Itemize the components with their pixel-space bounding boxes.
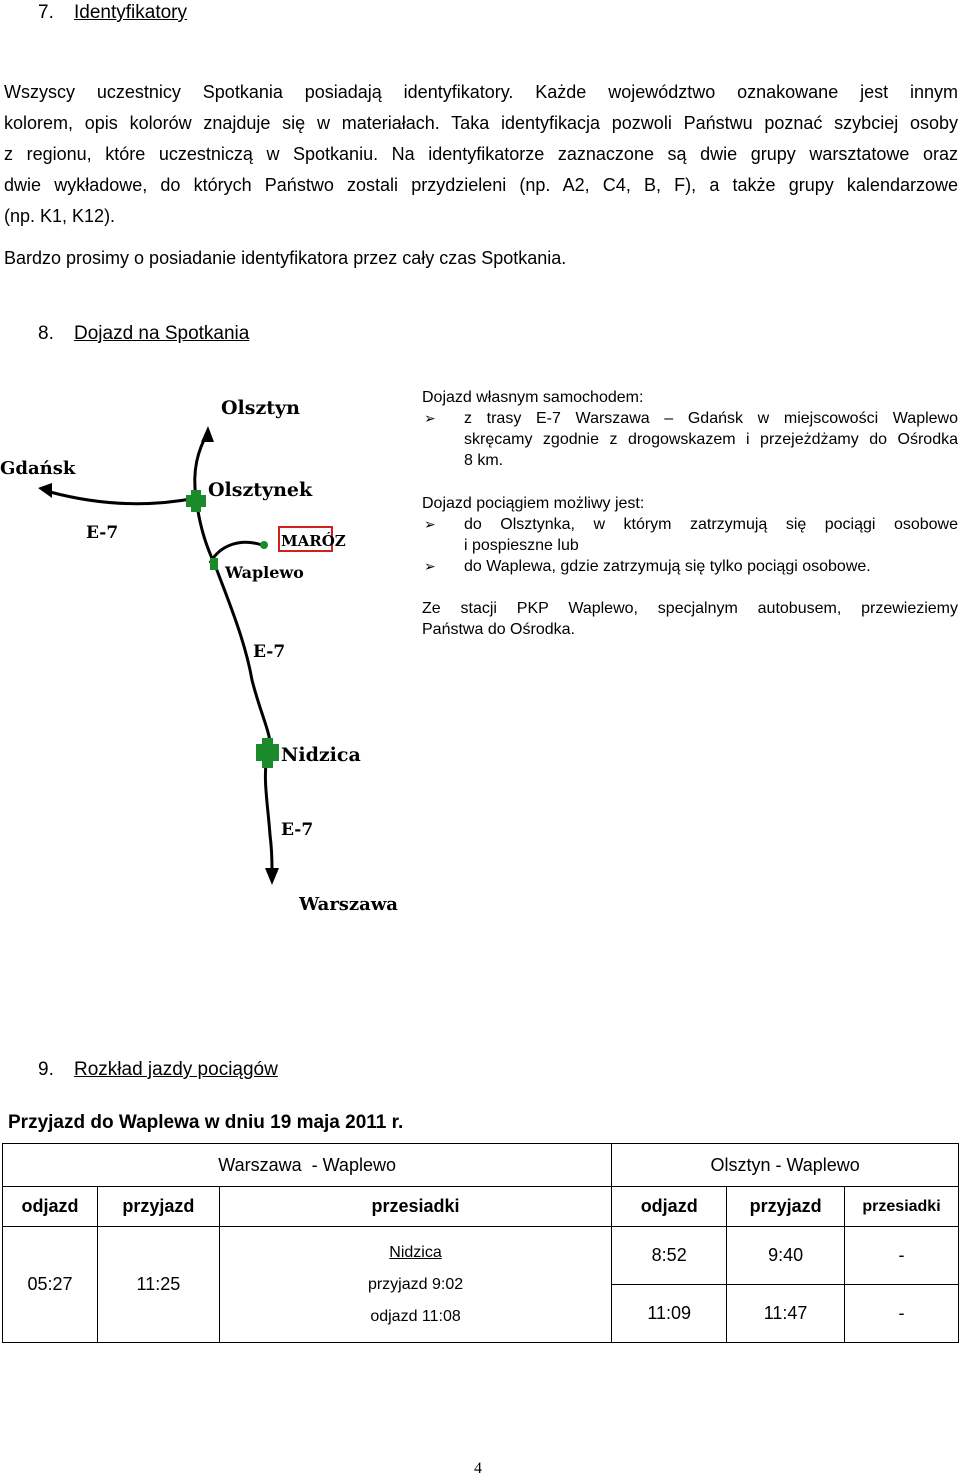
map-label-e7: E-7	[253, 642, 286, 662]
route-header: Warszawa - Waplewo	[3, 1144, 612, 1187]
bullet-line: skręcamy zgodnie z drogowskazem i przejeżdżamy do Ośrodka	[464, 431, 958, 448]
map-label-olsztynek: Olsztynek	[208, 479, 313, 501]
table-row	[3, 1144, 959, 1187]
section-7-heading	[38, 2, 187, 24]
table-cell: 11:47	[727, 1285, 845, 1343]
column-header: przesiadki	[845, 1187, 959, 1227]
paragraph-line: Wszyscy uczestnicy Spotkania posiadają identyfikatory. Każde województwo oznakowane jest innym	[4, 82, 958, 102]
arrow-olsztyn-icon	[201, 426, 214, 442]
paragraph-line: (np. K1, K12).	[4, 206, 116, 226]
road-to-gdansk	[50, 492, 196, 504]
map-label-warszawa: Warszawa	[299, 894, 398, 915]
section-title: Identyfikatory	[74, 2, 187, 23]
section-title: Rozkład jazdy pociągów	[74, 1059, 278, 1080]
route-header: Olsztyn - Waplewo	[612, 1144, 959, 1187]
map-label-e7: E-7	[86, 523, 119, 543]
bullet-arrow-icon: ➢	[424, 516, 436, 532]
car-title: Dojazd własnym samochodem:	[422, 389, 644, 406]
bus-line: Państwa do Ośrodka.	[422, 621, 575, 638]
column-header: przesiadki	[219, 1187, 611, 1227]
transfer-cell	[219, 1227, 611, 1343]
arrow-gdansk-icon	[38, 483, 52, 498]
bullet-arrow-icon: ➢	[424, 410, 436, 426]
olsztynek-marker-icon	[186, 490, 206, 512]
timetable-heading: Przyjazd do Waplewa w dniu 19 maja 2011 r.	[8, 1112, 404, 1133]
section-title: Dojazd na Spotkania	[74, 323, 250, 344]
column-header: przyjazd	[97, 1187, 219, 1227]
map-label-maroz: MARÓZ	[281, 532, 346, 550]
paragraph-line: z regionu, które uczestniczą w Spotkaniu. Na identyfikatorze zaznaczone są dwie grupy warsztatowe oraz	[4, 144, 958, 164]
map-label-waplewo: Waplewo	[225, 563, 304, 582]
timetable	[2, 1143, 959, 1343]
bus-line: Ze stacji PKP Waplewo, specjalnym autobusem, przewieziemy	[422, 600, 958, 617]
road-e7	[196, 498, 272, 870]
table-cell: 05:27	[3, 1227, 98, 1343]
bullet-line: z trasy E-7 Warszawa – Gdańsk w miejscowości Waplewo	[464, 410, 958, 427]
directions-block	[422, 387, 958, 640]
table-cell: 11:25	[97, 1227, 219, 1343]
arrow-warszawa-icon	[265, 868, 279, 885]
route-map	[0, 380, 420, 920]
nidzica-marker-icon	[256, 738, 279, 768]
page-number: 4	[474, 1460, 482, 1477]
table-row	[3, 1187, 959, 1227]
section-9-heading	[38, 1059, 278, 1081]
table-cell: -	[845, 1227, 959, 1285]
table-row	[3, 1227, 959, 1285]
paragraph-line: kolorem, opis kolorów znajduje się w materiałach. Taka identyfikacja pozwoli Państwu poznać szybciej osoby	[4, 113, 958, 133]
transfer-station: Nidzica	[389, 1243, 442, 1261]
bullet-line: do Olsztynka, w którym zatrzymują się pociągi osobowe	[464, 516, 958, 533]
map-label-e7: E-7	[281, 820, 314, 840]
paragraph-line: dwie wykładowe, do których Państwo zostali przydzieleni (np. A2, C4, B, F), a także grupy kalendarzowe	[4, 175, 958, 195]
train-title: Dojazd pociągiem możliwy jest:	[422, 495, 645, 512]
column-header: przyjazd	[727, 1187, 845, 1227]
section-8-heading	[38, 323, 249, 345]
table-cell: -	[845, 1285, 959, 1343]
table-cell: 9:40	[727, 1227, 845, 1285]
map-label-nidzica: Nidzica	[281, 744, 361, 766]
map-label-gdansk: Gdańsk	[0, 458, 76, 479]
bullet-arrow-icon: ➢	[424, 558, 436, 574]
section-number: 9.	[38, 1059, 54, 1080]
maroz-dot-icon	[260, 541, 268, 549]
transfer-depart: odjazd 11:08	[370, 1307, 461, 1325]
section-number: 7.	[38, 2, 54, 23]
bullet-line: 8 km.	[464, 452, 504, 469]
column-header: odjazd	[612, 1187, 727, 1227]
table-cell: 11:09	[612, 1285, 727, 1343]
identifiers-request: Bardzo prosimy o posiadanie identyfikatora przez cały czas Spotkania.	[4, 248, 567, 268]
section-number: 8.	[38, 323, 54, 344]
bullet-line: i pospieszne lub	[464, 537, 579, 554]
train-bullet-1	[422, 514, 958, 556]
table-cell: 8:52	[612, 1227, 727, 1285]
bullet-line: do Waplewa, gdzie zatrzymują się tylko pociągi osobowe.	[464, 558, 871, 575]
column-header: odjazd	[3, 1187, 98, 1227]
waplewo-marker-icon	[210, 558, 218, 570]
train-bullet-2	[422, 556, 958, 577]
map-label-olsztyn: Olsztyn	[221, 397, 300, 419]
identifiers-paragraph	[4, 77, 958, 232]
car-bullet	[422, 408, 958, 471]
transfer-arrive: przyjazd 9:02	[367, 1275, 464, 1293]
